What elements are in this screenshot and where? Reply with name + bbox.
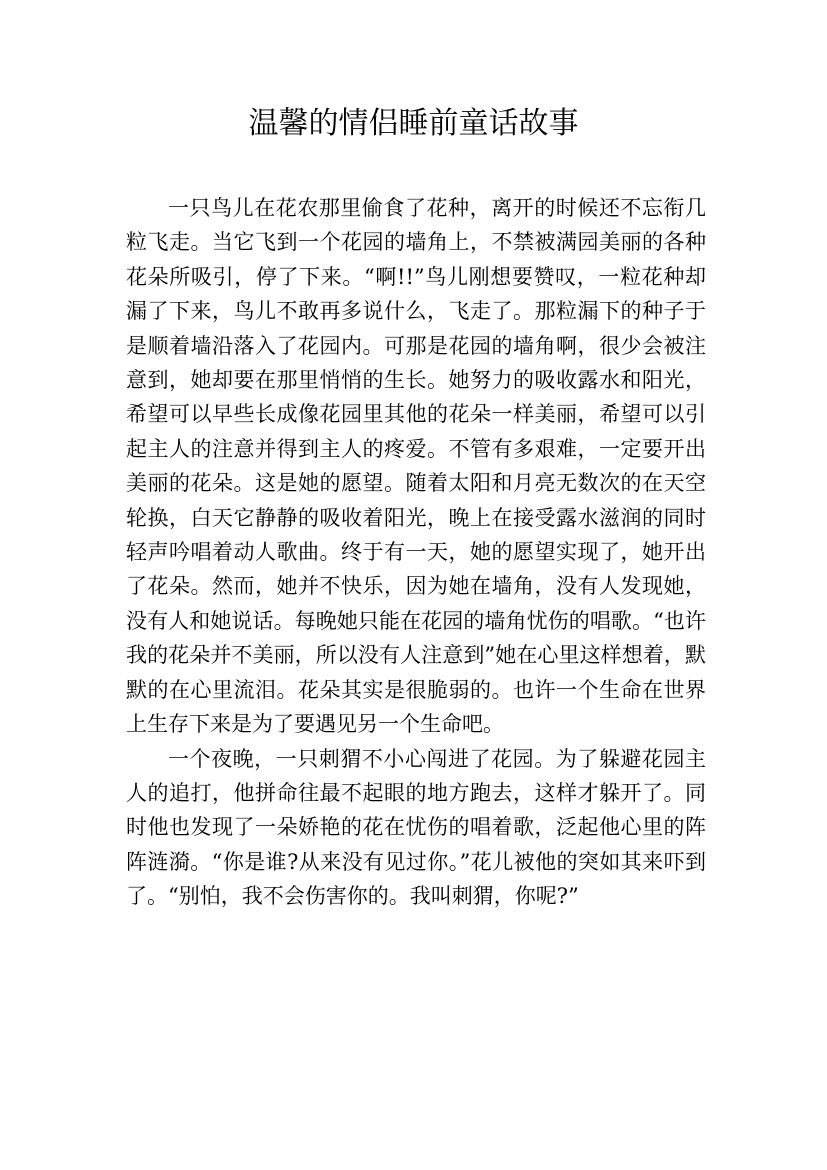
paragraph: 一只鸟儿在花农那里偷食了花种，离开的时候还不忘衔几粒飞走。当它飞到一个花园的墙角上，不禁被满园美丽的各种花朵所吸引，停了下来。“啊!!”鸟儿刚想要赞叹，一粒花种却漏了下来，鸟儿不敢再多说什么，飞走了。那粒漏下的种子于是顺着墙沿落入了花园内。可那是花园的墙角啊，很少会被注意到，她却要在那里悄悄的生长。她努力的吸收露水和阳光，希望可以早些长成像花园里其他的花朵一样美丽，希望可以引起主人的注意并得到主人的疼爱。不管有多艰难，一定要开出美丽的花朵。这是她的愿望。随着太阳和月亮无数次的在天空轮换，白天它静静的吸收着阳光，晚上在接受露水滋润的同时轻声吟唱着动人歌曲。终于有一天，她的愿望实现了，她开出了花朵。然而，她并不快乐，因为她在墙角，没有人发现她，没有人和她说话。每晚她只能在花园的墙角忧伤的唱歌。“也许我的花朵并不美丽，所以没有人注意到”她在心里这样想着，默默的在心里流泪。花朵其实是很脆弱的。也许一个生命在世界上生存下来是为了要遇见另一个生命吧。 <box>126 196 706 737</box>
document-title: 温馨的情侣睡前童话故事 <box>248 106 579 141</box>
document-body <box>126 191 706 914</box>
paragraph: 一个夜晚，一只刺猬不小心闯进了花园。为了躲避花园主人的追打，他拼命往最不起眼的地方跑去，这样才躲开了。同时他也发现了一朵娇艳的花在忧伤的唱着歌，泛起他心里的阵阵涟漪。“你是谁?从来没有见过你。”花儿被他的突如其来吓到了。“别怕，我不会伤害你的。我叫刺猬，你呢?” <box>126 746 706 909</box>
